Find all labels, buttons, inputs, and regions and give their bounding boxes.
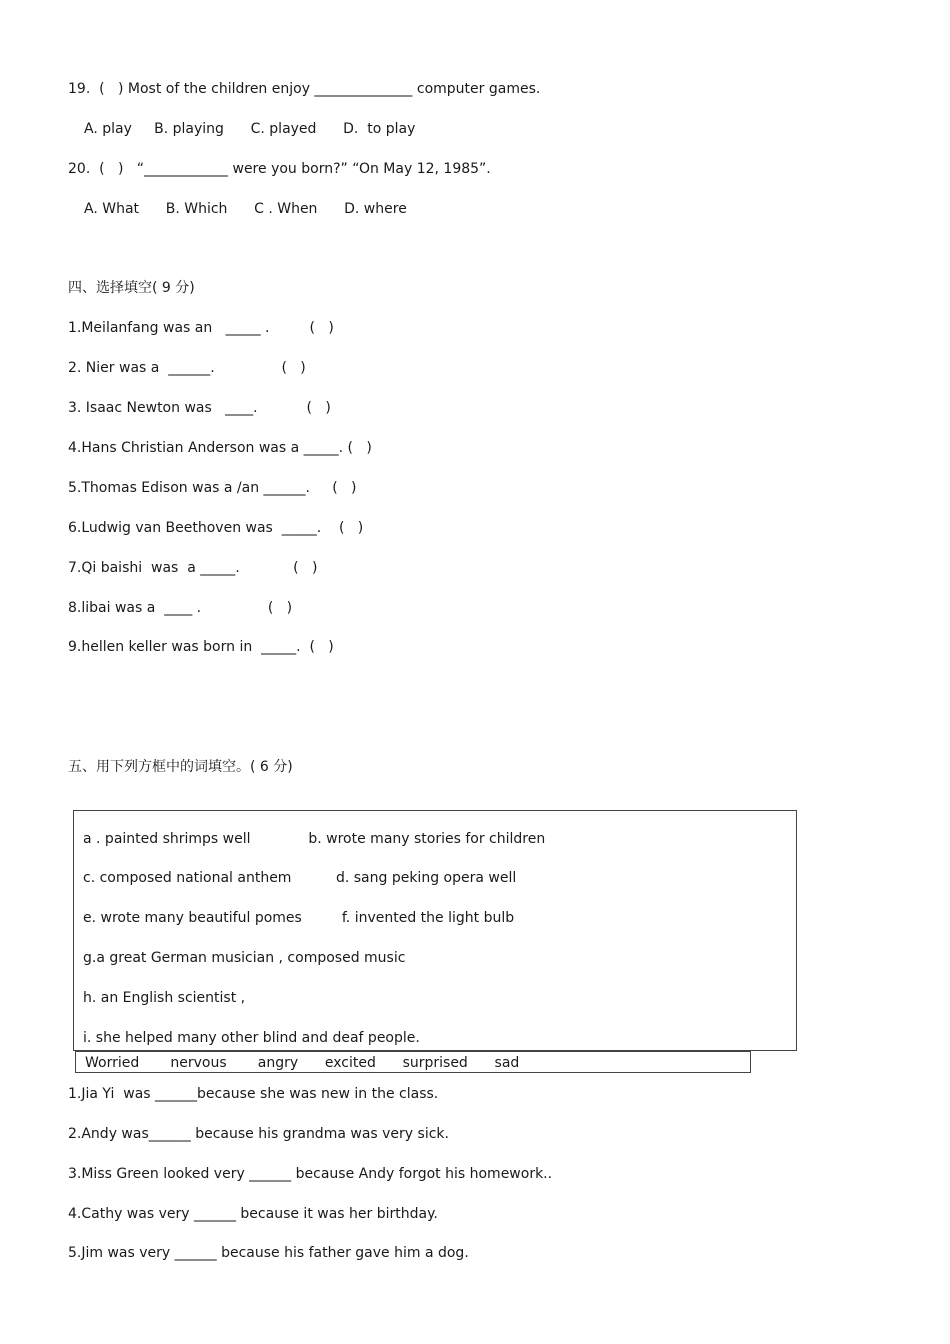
section-4-item: 7.Qi baishi was a _____. ( )	[68, 560, 318, 576]
phrase-box-line: e. wrote many beautiful pomes f. invented the light bulb	[83, 910, 515, 926]
phrase-box	[73, 810, 797, 1051]
section-4-item: 2. Nier was a ______. ( )	[68, 360, 306, 376]
phrase-box-line: i. she helped many other blind and deaf people.	[83, 1030, 420, 1046]
question-19: 19. ( ) Most of the children enjoy ______________ computer games.	[68, 81, 541, 97]
section-4-item: 1.Meilanfang was an _____ . ( )	[68, 320, 334, 336]
word-bank-box	[75, 1051, 751, 1073]
phrase-box-line: a . painted shrimps well b. wrote many stories for children	[83, 831, 546, 847]
phrase-box-line: c. composed national anthem d. sang peking opera well	[83, 870, 517, 886]
section-4-item: 6.Ludwig van Beethoven was _____. ( )	[68, 520, 364, 536]
fill-sentence: 1.Jia Yi was ______because she was new in the class.	[68, 1086, 439, 1102]
section-4-item: 4.Hans Christian Anderson was a _____. ( )	[68, 440, 372, 456]
fill-sentence: 5.Jim was very ______ because his father gave him a dog.	[68, 1245, 469, 1261]
section-4-item: 8.libai was a ____ . ( )	[68, 600, 293, 616]
question-20-options: A. What B. Which C . When D. where	[84, 201, 407, 217]
fill-sentence: 2.Andy was______ because his grandma was very sick.	[68, 1126, 449, 1142]
section-4-item: 5.Thomas Edison was a /an ______. ( )	[68, 480, 357, 496]
fill-sentence: 4.Cathy was very ______ because it was her birthday.	[68, 1206, 438, 1222]
fill-sentence: 3.Miss Green looked very ______ because Andy forgot his homework..	[68, 1166, 553, 1182]
question-19-options: A. play B. playing C. played D. to play	[84, 121, 416, 137]
question-20: 20. ( ) “____________ were you born?” “On May 12, 1985”.	[68, 161, 491, 177]
section-4-item: 3. Isaac Newton was ____. ( )	[68, 400, 331, 416]
phrase-box-line: g.a great German musician , composed music	[83, 950, 406, 966]
word-bank: Worried nervous angry excited surprised sad	[85, 1055, 520, 1071]
section-4-title: 四、选择填空( 9 分)	[68, 280, 195, 296]
section-5-title: 五、用下列方框中的词填空。( 6 分)	[68, 759, 293, 775]
phrase-box-line: h. an English scientist ,	[83, 990, 246, 1006]
section-4-item: 9.hellen keller was born in _____. ( )	[68, 639, 334, 655]
